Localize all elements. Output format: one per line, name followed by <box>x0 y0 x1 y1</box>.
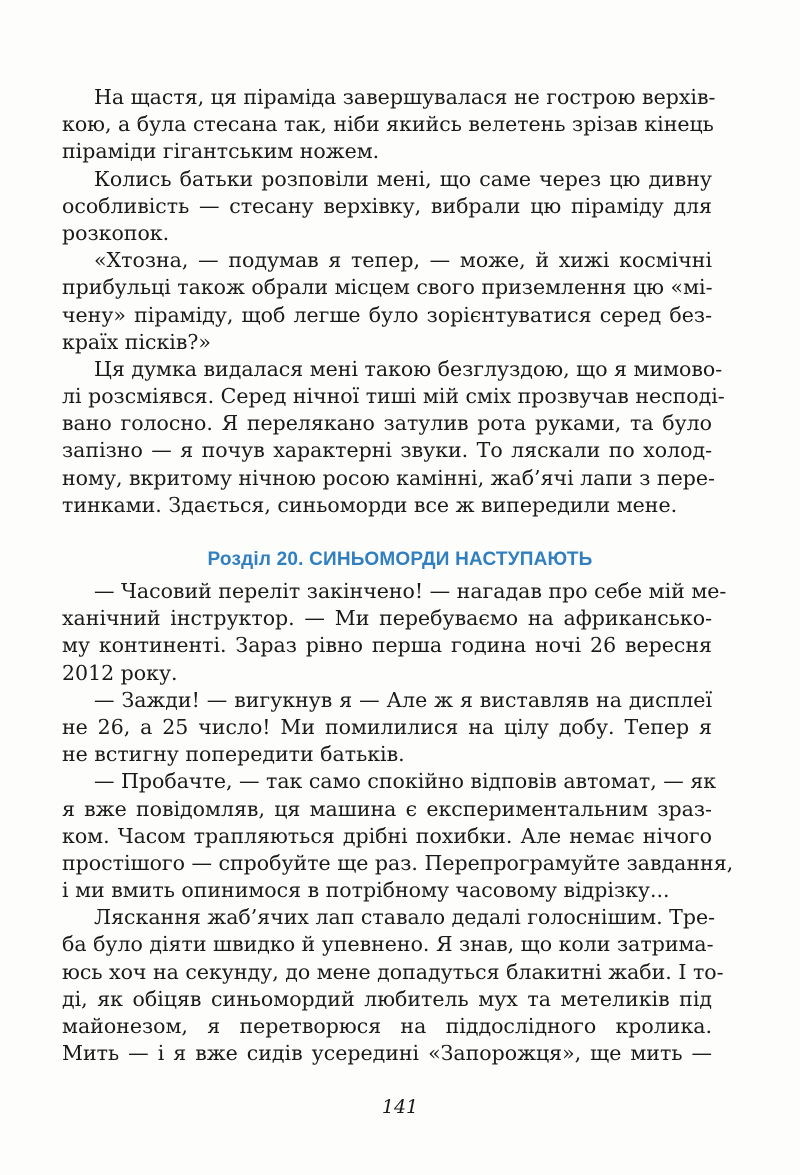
text-line: тинками. Здається, синьоморди все ж випередили мене. <box>62 492 678 517</box>
text-line: Ляскання жаб’ячих лап ставало дедалі голоснішим. Тре- <box>94 905 716 930</box>
text-line: майонезом, я перетворюся на піддослідного кролика. <box>62 1014 712 1038</box>
text-line: ному, вкритому нічною росою камінні, жаб’ячі лапи з пере- <box>62 465 715 490</box>
text-line: прибульці також обрали місцем свого приземлення цю «мі- <box>62 275 713 300</box>
text-line: 2012 року. <box>62 660 178 685</box>
text-line: чену» піраміду, щоб легше було зорієнтуватися серед без- <box>62 302 712 327</box>
text-line: не встигну попередити батьків. <box>62 742 405 767</box>
text-line: не 26, а 25 число! Ми помилилися на цілу добу. Тепер я <box>62 714 712 739</box>
text-block-bottom <box>62 578 734 1067</box>
text-line: кою, а була стесана так, ніби якийсь велетень зрізав кінець <box>62 112 714 137</box>
chapter-heading: Розділ 20. СИНЬОМОРДИ НАСТУПАЮТЬ <box>207 549 593 570</box>
text-line: Колись батьки розповіли мені, що саме через цю дивну <box>94 166 712 191</box>
text-line: му континенті. Зараз рівно перша година ночі 26 вересня <box>62 633 712 658</box>
text-line: простішого — спробуйте ще раз. Перепрограмуйте завдання, <box>62 850 734 875</box>
text-line: розкопок. <box>62 220 170 245</box>
text-line: ді, як обіцяв синьомордий любитель мух та метеликів під <box>62 986 712 1011</box>
text-line: юсь хоч на секунду, до мене допадуться блакитні жаби. І то- <box>62 959 724 984</box>
text-line: вано голосно. Я перелякано затулив рота руками, та було <box>62 411 712 436</box>
text-line: На щастя, ця піраміда завершувалася не гострою верхів- <box>94 85 716 109</box>
text-line: — Зажди! — вигукнув я — Але ж я виставляв на дисплеї <box>94 687 712 712</box>
text-line: лі розсміявся. Серед нічної тиші мій сміх прозвучав несподі- <box>62 384 725 409</box>
page-number: 141 <box>381 1096 419 1118</box>
text-line: «Хтозна, — подумав я тепер, — може, й хижі космічні <box>94 248 712 273</box>
text-line: ханічний інструктор. — Ми перебуваємо на африкансько- <box>62 606 712 631</box>
text-line: країх пісків?» <box>62 329 211 354</box>
text-line: піраміди гігантським ножем. <box>62 139 380 164</box>
text-line: запізно — я почув характерні звуки. То ляскали по холод- <box>62 438 712 463</box>
text-line: — Пробачте, — так само спокійно відповів автомат, — як <box>94 769 717 794</box>
text-line: Ця думка видалася мені такою безглуздою, що я мимово- <box>94 356 723 381</box>
text-block-top <box>62 84 725 519</box>
text-line: і ми вмить опинимося в потрібному часовому відрізку... <box>62 878 670 903</box>
text-line: особливість — стесану верхівку, вибрали цю піраміду для <box>62 193 712 218</box>
text-line: — Часовий переліт закінчено! — нагадав про себе мій ме- <box>94 579 727 603</box>
text-line: ком. Часом трапляються дрібні похибки. Але немає нічого <box>62 823 712 848</box>
text-line: ба було діяти швидко й упевнено. Я знав, що коли затрима- <box>62 932 714 957</box>
text-line: я вже повідомляв, ця машина є експериментальним зраз- <box>62 796 712 821</box>
text-line: Мить — і я вже сидів усередині «Запорожця», ще мить — <box>62 1041 712 1066</box>
